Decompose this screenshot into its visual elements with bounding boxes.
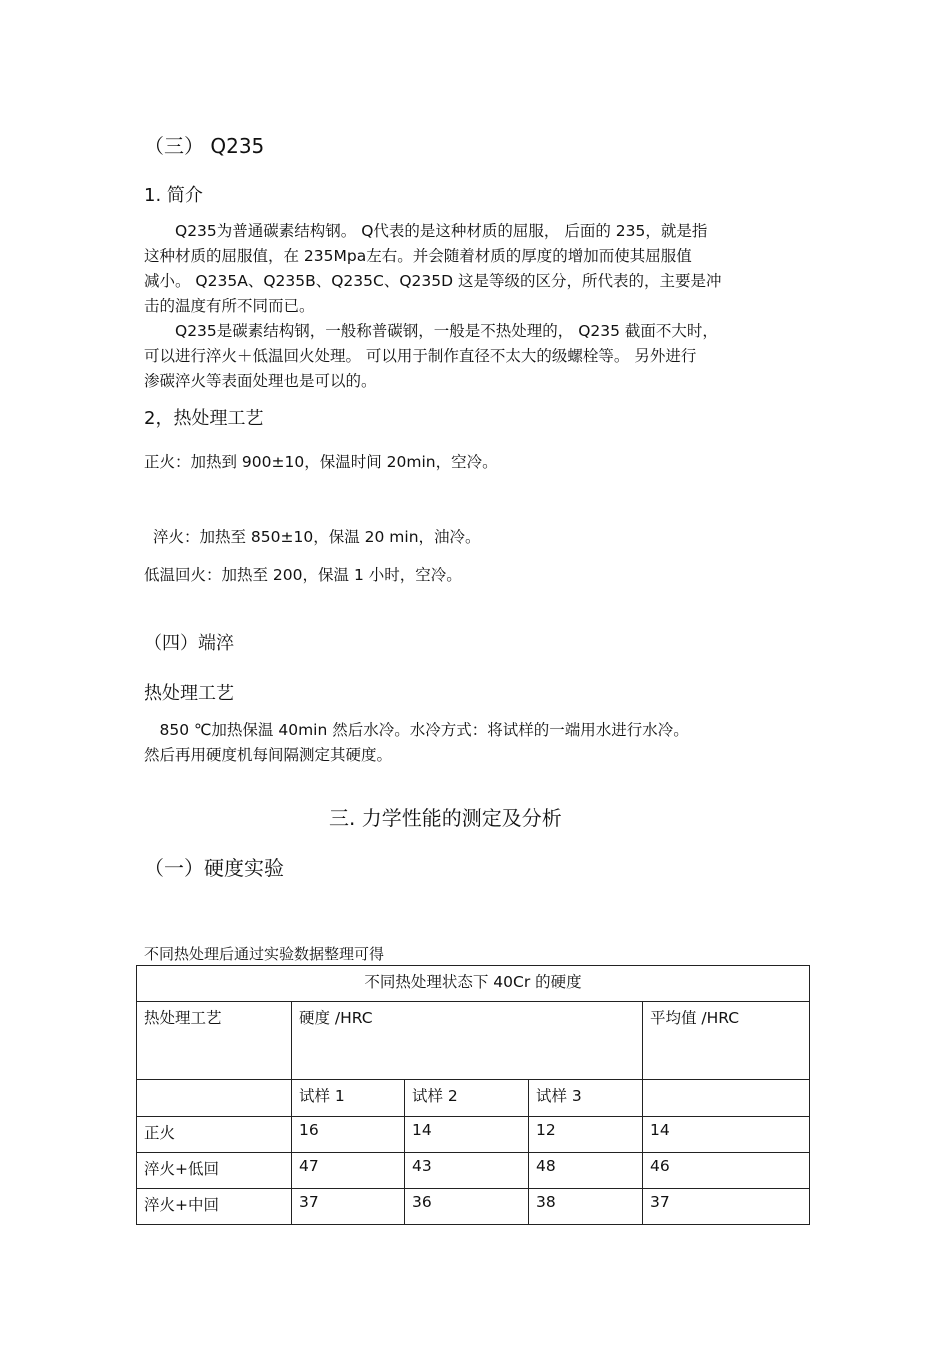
cell-sample-1: 37	[292, 1189, 405, 1225]
cell-process: 淬火+低回	[137, 1153, 292, 1189]
tempering-text: 低温回火：加热至 200，保温 1 小时，空冷。	[144, 566, 462, 584]
cell-average: 46	[643, 1153, 810, 1189]
cell-sample-3: 48	[529, 1153, 643, 1189]
intro-line: 渗碳淬火等表面处理也是可以的。	[144, 372, 377, 390]
intro-line: 击的温度有所不同而已。	[144, 297, 315, 315]
intro-line: 这种材质的屈服值，在 235Mpa左右。并会随着材质的厚度的增加而使其屈服值	[144, 247, 692, 265]
header-process: 热处理工艺	[137, 1002, 292, 1080]
cell-sample-3: 12	[529, 1117, 643, 1153]
header-hardness: 硬度 /HRC	[292, 1002, 643, 1080]
heat-treatment-title: 2，热处理工艺	[144, 408, 264, 429]
intro-title: 1. 简介	[144, 185, 203, 206]
quenching-text: 淬火：加热至 850±10，保温 20 min，油冷。	[153, 528, 481, 546]
table-row	[137, 1153, 810, 1189]
section-q235-title: （三） Q235	[144, 134, 265, 158]
cell-sample-3: 38	[529, 1189, 643, 1225]
header-sample-1: 试样 1	[292, 1080, 405, 1117]
intro-line: 可以进行淬火＋低温回火处理。 可以用于制作直径不太大的级螺栓等。 另外进行	[144, 347, 697, 365]
intro-line: Q235为普通碳素结构钢。 Q代表的是这种材质的屈服， 后面的 235，就是指	[144, 222, 708, 240]
empty-cell	[137, 1080, 292, 1117]
end-quench-line: 然后再用硬度机每间隔测定其硬度。	[144, 746, 393, 764]
cell-average: 14	[643, 1117, 810, 1153]
table-row	[137, 1117, 810, 1153]
cell-sample-1: 16	[292, 1117, 405, 1153]
empty-cell	[643, 1080, 810, 1117]
end-heat-title: 热处理工艺	[144, 683, 234, 704]
cell-sample-2: 36	[405, 1189, 529, 1225]
cell-average: 37	[643, 1189, 810, 1225]
cell-sample-2: 14	[405, 1117, 529, 1153]
hardness-test-title: （一）硬度实验	[144, 856, 284, 880]
cell-process: 淬火+中回	[137, 1189, 292, 1225]
table-caption: 不同热处理状态下 40Cr 的硬度	[137, 966, 810, 1002]
intro-line: Q235是碳素结构钢，一般称普碳钢，一般是不热处理的， Q235 截面不大时，	[144, 322, 718, 340]
end-quench-line: 850 ℃加热保温 40min 然后水冷。水冷方式：将试样的一端用水进行水冷。	[144, 721, 689, 739]
header-sample-3: 试样 3	[529, 1080, 643, 1117]
intro-line: 减小。 Q235A、Q235B、Q235C、Q235D 这是等级的区分，所代表的，主要是冲	[144, 272, 722, 290]
cell-process: 正火	[137, 1117, 292, 1153]
hardness-table	[136, 965, 810, 1225]
header-sample-2: 试样 2	[405, 1080, 529, 1117]
cell-sample-1: 47	[292, 1153, 405, 1189]
chapter-3-title: 三. 力学性能的测定及分析	[329, 806, 562, 830]
section-end-quench-title: （四）端淬	[144, 633, 234, 654]
table-row	[137, 1189, 810, 1225]
normalizing-text: 正火：加热到 900±10，保温时间 20min，空冷。	[144, 453, 498, 471]
table-intro: 不同热处理后通过实验数据整理可得	[144, 945, 385, 963]
cell-sample-2: 43	[405, 1153, 529, 1189]
header-average: 平均值 /HRC	[643, 1002, 810, 1080]
